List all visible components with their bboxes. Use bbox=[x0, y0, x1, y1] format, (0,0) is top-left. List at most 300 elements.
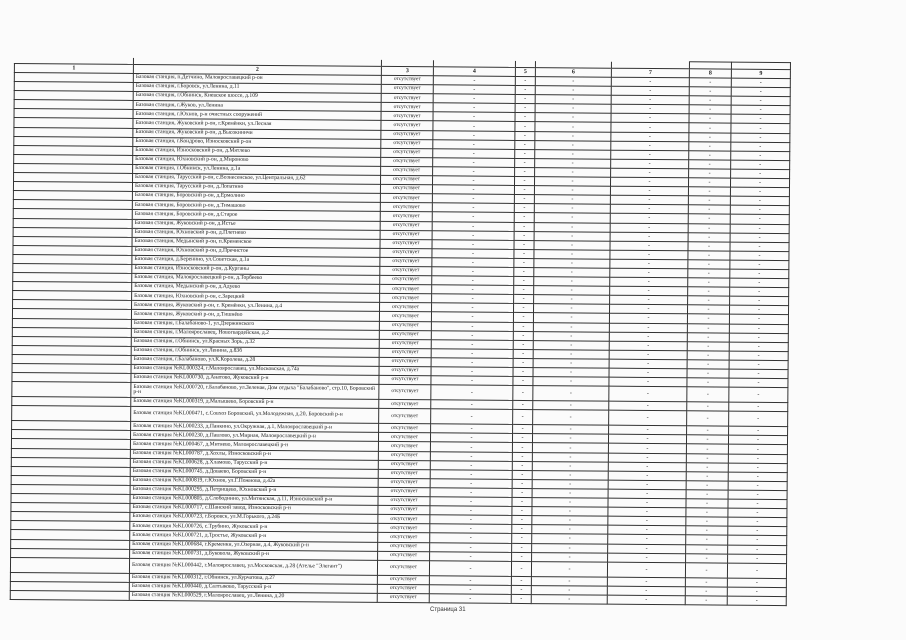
cell-col7: - bbox=[611, 104, 689, 114]
page-number: Страница 31 bbox=[430, 607, 466, 613]
cell-col8: - bbox=[688, 241, 730, 250]
status-cell: отсутствует bbox=[378, 469, 430, 479]
cell-col8: - bbox=[688, 196, 730, 205]
cell-col5: - bbox=[512, 552, 532, 561]
cell-col9: - bbox=[729, 411, 788, 426]
station-name-cell: Базовая станция №KL000319, д.Малышево, Боровский р-н bbox=[131, 398, 379, 409]
cell-col6: - bbox=[533, 425, 609, 435]
cell-col5: - bbox=[513, 367, 533, 376]
status-cell: отсутствует bbox=[379, 375, 431, 385]
cell-col5: - bbox=[513, 377, 533, 386]
cell-col4: - bbox=[430, 442, 512, 452]
station-name-cell: Базовая станция, Жуковский р-он, г. Кремёнки, ул.Ленина, д.4 bbox=[132, 301, 380, 312]
cell-col6: - bbox=[534, 240, 610, 250]
col-header-2: 2 bbox=[133, 64, 381, 75]
status-cell: отсутствует bbox=[381, 103, 433, 113]
cell-col5: - bbox=[514, 204, 534, 213]
cell-col4: - bbox=[429, 585, 511, 595]
cell-col9: - bbox=[729, 305, 788, 315]
cell-col5: - bbox=[512, 461, 532, 470]
cell-col7: - bbox=[609, 386, 687, 402]
status-cell: отсутствует bbox=[381, 175, 433, 185]
cell-col7: - bbox=[611, 95, 689, 105]
cell-col4: - bbox=[429, 575, 511, 585]
cell-col9: - bbox=[729, 378, 788, 388]
cell-col5: - bbox=[513, 340, 533, 349]
station-name-cell: Базовая станция, г.Юхнов, р-н очистных сооружений bbox=[133, 110, 381, 121]
cell-col7: - bbox=[607, 586, 685, 596]
cell-col4: - bbox=[433, 94, 515, 104]
cell-col8: - bbox=[686, 553, 728, 562]
cell-col9: - bbox=[729, 426, 788, 436]
station-name-cell: Базовая станция, д.Беренино, ул.Советская, д.1а bbox=[132, 255, 380, 266]
cell-col8: - bbox=[688, 214, 730, 223]
cell-col9: - bbox=[731, 142, 790, 152]
status-cell: отсутствует bbox=[378, 478, 430, 488]
station-name-cell: Базовая станция №KL000440, д.Салтыково, Тарусский р-н bbox=[129, 582, 377, 593]
cell-col8: - bbox=[687, 402, 729, 411]
station-name-cell: Базовая станция №KL000721, д.Тростье, Жуковский р-н bbox=[130, 531, 378, 542]
cell-col4: - bbox=[431, 340, 513, 350]
cell-col5: - bbox=[513, 331, 533, 340]
cell-col7: - bbox=[607, 562, 685, 578]
cell-col8: - bbox=[689, 123, 731, 132]
status-cell: отсутствует bbox=[381, 121, 433, 131]
status-cell: отсутствует bbox=[381, 157, 433, 167]
cell-col7: - bbox=[608, 435, 686, 445]
cell-col5: - bbox=[514, 176, 534, 185]
cell-col9: - bbox=[730, 187, 789, 197]
cell-col8: - bbox=[685, 587, 727, 596]
cell-col6: - bbox=[532, 489, 608, 499]
cell-col9: - bbox=[728, 445, 787, 455]
col-header-5: 5 bbox=[515, 67, 535, 76]
cell-col7: - bbox=[608, 480, 686, 490]
cell-col4: - bbox=[432, 194, 514, 204]
cell-col4: - bbox=[433, 167, 515, 177]
cell-col5: - bbox=[512, 488, 532, 497]
cell-col4: - bbox=[430, 524, 512, 534]
station-name-cell: Базовая станция, г.Жуков, ул.Ленина bbox=[133, 101, 381, 112]
cell-col6: - bbox=[535, 104, 611, 114]
cell-col5: - bbox=[515, 140, 535, 149]
cell-col8: - bbox=[686, 490, 728, 499]
cell-col6: - bbox=[535, 168, 611, 178]
cell-col9: - bbox=[728, 490, 787, 500]
cell-col7: - bbox=[611, 123, 689, 133]
status-cell: отсутствует bbox=[379, 330, 431, 340]
status-cell: отсутствует bbox=[381, 139, 433, 149]
cell-col4: - bbox=[433, 176, 515, 186]
cell-col6: - bbox=[535, 158, 611, 168]
cell-col9: - bbox=[728, 454, 787, 464]
status-cell: отсутствует bbox=[381, 94, 433, 104]
status-cell: отсутствует bbox=[379, 424, 431, 434]
cell-col5: - bbox=[515, 167, 535, 176]
station-name-cell: Базовая станция, г.Малоярославец, Новогвардейская, д.2 bbox=[131, 328, 379, 339]
cell-col4: - bbox=[430, 488, 512, 498]
cell-col5: - bbox=[514, 295, 534, 304]
cell-col4: - bbox=[431, 330, 513, 340]
cell-col9: - bbox=[727, 563, 786, 578]
cell-col7: - bbox=[608, 535, 686, 545]
status-cell: отсутствует bbox=[377, 575, 429, 585]
cell-col4: - bbox=[430, 533, 512, 543]
cell-col5: - bbox=[511, 594, 531, 603]
cell-col5: - bbox=[513, 304, 533, 313]
cell-col6: - bbox=[531, 585, 607, 595]
cell-col9: - bbox=[727, 578, 786, 588]
cell-col5: - bbox=[515, 86, 535, 95]
status-cell: отсутствует bbox=[378, 542, 430, 552]
cell-col7: - bbox=[610, 286, 688, 296]
station-name-cell: Базовая станция, Юхновский р-он, д.Плетнево bbox=[132, 228, 380, 239]
status-cell: отсутствует bbox=[378, 505, 430, 515]
cell-col8: - bbox=[685, 562, 727, 577]
cell-col5: - bbox=[512, 543, 532, 552]
station-name-cell: Базовая станция, г.Обнинск, Киевское шоссе, д.109 bbox=[133, 92, 381, 103]
cell-col5: - bbox=[512, 507, 532, 516]
cell-col6: - bbox=[534, 222, 610, 232]
status-cell: отсутствует bbox=[378, 551, 430, 561]
cell-col9: - bbox=[730, 178, 789, 188]
station-name-cell: Базовая станция, Тарусский р-он, д.Лопатино bbox=[132, 183, 380, 194]
cell-col4: - bbox=[430, 451, 512, 461]
cell-col5: - bbox=[513, 349, 533, 358]
cell-col7: - bbox=[609, 332, 687, 342]
cell-col4: - bbox=[433, 130, 515, 140]
cell-col6: - bbox=[534, 286, 610, 296]
cell-col6: - bbox=[533, 331, 609, 341]
cell-col7: - bbox=[610, 268, 688, 278]
cell-col6: - bbox=[532, 461, 608, 471]
cell-col9: - bbox=[728, 472, 787, 482]
cell-col7: - bbox=[609, 323, 687, 333]
station-name-cell: Базовая станция №KL000471, с.Совхоз Боровский, ул.Молодежная, д.20, Боровский р-н bbox=[131, 407, 379, 424]
station-name-cell: Базовая станция, Юхновский р-он, с.Зарецкий bbox=[132, 292, 380, 303]
cell-col8: - bbox=[688, 260, 730, 269]
status-cell: отсутствует bbox=[381, 166, 433, 176]
status-cell: отсутствует bbox=[380, 212, 432, 222]
cell-col4: - bbox=[433, 85, 515, 95]
station-name-cell: Базовая станция №KL000717, с.Шанский завод, Износковский р-н bbox=[130, 504, 378, 515]
cell-col4: - bbox=[433, 76, 515, 86]
cell-col4: - bbox=[431, 400, 513, 410]
cell-col4: - bbox=[432, 239, 514, 249]
cell-col8: - bbox=[687, 332, 729, 341]
cell-col8: - bbox=[685, 577, 727, 586]
cell-col6: - bbox=[534, 213, 610, 223]
table-sheet bbox=[10, 56, 790, 606]
cell-col9: - bbox=[729, 324, 788, 334]
cell-col7: - bbox=[610, 186, 688, 196]
cell-col9: - bbox=[731, 115, 790, 125]
cell-col4: - bbox=[431, 424, 513, 434]
station-name-cell: Базовая станция №KL000684, г.Кременки, ул.Озерная, д.4, Жуковский р-н bbox=[130, 540, 378, 551]
status-cell: отсутствует bbox=[380, 185, 432, 195]
cell-col4: - bbox=[432, 249, 514, 259]
cell-col7: - bbox=[610, 232, 688, 242]
station-name-cell: Базовая станция №KL000787, д.Хохлы, Износковский р-н bbox=[130, 449, 378, 460]
cell-col8: - bbox=[688, 205, 730, 214]
cell-col4: - bbox=[432, 185, 514, 195]
station-name-cell: Базовая станция №KL000819, г.Юхнов, ул.Г.Пожиова, д.42а bbox=[130, 476, 378, 487]
cell-col8: - bbox=[689, 141, 731, 150]
col-header-1: 1 bbox=[14, 64, 133, 74]
cell-col7: - bbox=[609, 368, 687, 378]
cell-col5: - bbox=[515, 104, 535, 113]
cell-col4: - bbox=[430, 479, 512, 489]
cell-col6: - bbox=[533, 313, 609, 323]
cell-col7: - bbox=[608, 525, 686, 535]
cell-col5: - bbox=[514, 231, 534, 240]
cell-col9: - bbox=[730, 278, 789, 288]
cell-col5: - bbox=[513, 425, 533, 434]
cell-col9: - bbox=[728, 508, 787, 518]
cell-col6: - bbox=[532, 507, 608, 517]
status-cell: отсутствует bbox=[380, 275, 432, 285]
station-name-cell: Базовая станция, Юхновский р-он, д.Пречистое bbox=[132, 246, 380, 257]
cell-col7: - bbox=[611, 159, 689, 169]
cell-col9: - bbox=[731, 78, 790, 88]
cell-col4: - bbox=[430, 460, 512, 470]
cell-col7: - bbox=[610, 195, 688, 205]
status-cell: отсутствует bbox=[378, 533, 430, 543]
cell-col8: - bbox=[685, 596, 727, 605]
cell-col5: - bbox=[514, 213, 534, 222]
status-cell: отсутствует bbox=[378, 460, 430, 470]
cell-col9: - bbox=[728, 517, 787, 527]
status-cell: отсутствует bbox=[381, 148, 433, 158]
cell-col8: - bbox=[689, 105, 731, 114]
cell-col6: - bbox=[532, 479, 608, 489]
cell-col9: - bbox=[729, 360, 788, 370]
status-cell: отсутствует bbox=[381, 75, 433, 85]
cell-col6: - bbox=[532, 452, 608, 462]
cell-col5: - bbox=[513, 410, 533, 425]
cell-col8: - bbox=[686, 499, 728, 508]
cell-col4: - bbox=[429, 594, 511, 604]
cell-col7: - bbox=[609, 377, 687, 387]
cell-col6: - bbox=[533, 377, 609, 387]
cell-col8: - bbox=[686, 462, 728, 471]
cell-col4: - bbox=[432, 230, 514, 240]
status-cell: отсутствует bbox=[380, 221, 432, 231]
cell-col6: - bbox=[533, 322, 609, 332]
cell-col4: - bbox=[431, 312, 513, 322]
col-header-6: 6 bbox=[535, 68, 611, 78]
station-name-cell: Базовая станция, Износковский р-он, д.Курганы bbox=[132, 264, 380, 275]
cell-col5: - bbox=[513, 313, 533, 322]
cell-col7: - bbox=[610, 205, 688, 215]
station-name-cell: Базовая станция №KL000529, г.Малоярославец, ул.Ленина, д.20 bbox=[129, 591, 377, 602]
cell-col9: - bbox=[730, 242, 789, 252]
cell-col7: - bbox=[611, 150, 689, 160]
cell-col8: - bbox=[687, 411, 729, 426]
cell-col4: - bbox=[430, 497, 512, 507]
cell-col9: - bbox=[729, 342, 788, 352]
cell-col8: - bbox=[687, 378, 729, 387]
cell-col9: - bbox=[731, 133, 790, 143]
station-name-cell: Базовая станция №KL000230, д.Павлово, ул.Мирная, Малоярославецкий р-н bbox=[130, 431, 378, 442]
cell-col6: - bbox=[533, 340, 609, 350]
cell-col7: - bbox=[610, 177, 688, 187]
status-cell: отсутствует bbox=[378, 496, 430, 506]
cell-col6: - bbox=[535, 113, 611, 123]
cell-col8: - bbox=[687, 426, 729, 435]
cell-col4: - bbox=[433, 139, 515, 149]
cell-col5: - bbox=[514, 249, 534, 258]
cell-col4: - bbox=[431, 376, 513, 386]
cell-col8: - bbox=[686, 453, 728, 462]
col-header-9: 9 bbox=[731, 69, 790, 78]
status-cell: отсутствует bbox=[379, 312, 431, 322]
cell-col5: - bbox=[514, 240, 534, 249]
col-header-3: 3 bbox=[381, 66, 433, 75]
cell-col5: - bbox=[514, 186, 534, 195]
station-name-cell: Базовая станция №KL000720, г.Балабаново, ул.Зеленая, Дом отдыха "Балабаново", стр.10, Боровский р-н bbox=[131, 383, 379, 400]
status-cell: отсутствует bbox=[380, 303, 432, 313]
cell-col8: - bbox=[688, 187, 730, 196]
cell-col6: - bbox=[532, 543, 608, 553]
station-name-cell: Базовая станция №KL000731, д.Буковола, Жуковский р-н bbox=[130, 549, 378, 560]
col-header-8: 8 bbox=[689, 69, 731, 78]
cell-col6: - bbox=[535, 131, 611, 141]
cell-col6: - bbox=[532, 525, 608, 535]
cell-col5: - bbox=[513, 358, 533, 367]
cell-col6: - bbox=[533, 358, 609, 368]
cell-col5: - bbox=[515, 113, 535, 122]
cell-col8: - bbox=[686, 544, 728, 553]
cell-col7: - bbox=[608, 462, 686, 472]
cell-col5: - bbox=[515, 131, 535, 140]
cell-col4: - bbox=[430, 515, 512, 525]
cell-col8: - bbox=[689, 169, 731, 178]
cell-col6: - bbox=[535, 149, 611, 159]
cell-col7: - bbox=[608, 516, 686, 526]
station-name-cell: Базовая станция №KL000295, д.Петрищево, Юхновский р-н bbox=[130, 485, 378, 496]
cell-col7: - bbox=[608, 553, 686, 563]
station-name-cell: Базовая станция, Жуковский р-он, д.Высокиничи bbox=[133, 128, 381, 139]
cell-col6: - bbox=[533, 410, 609, 426]
cell-col8: - bbox=[688, 269, 730, 278]
cell-col4: - bbox=[431, 409, 513, 425]
cell-col7: - bbox=[610, 214, 688, 224]
cell-col7: - bbox=[610, 250, 688, 260]
cell-col7: - bbox=[609, 305, 687, 315]
station-name-cell: Базовая станция №KL000745, д.Доваево, Боровский р-н bbox=[130, 467, 378, 478]
cell-col5: - bbox=[512, 516, 532, 525]
cell-col8: - bbox=[688, 278, 730, 287]
cell-col8: - bbox=[686, 481, 728, 490]
cell-col8: - bbox=[686, 508, 728, 517]
station-name-cell: Базовая станция, Тарусский р-он, с.Вознесенское, ул.Центральная, д.62 bbox=[133, 173, 381, 184]
status-cell: отсутствует bbox=[377, 593, 429, 603]
cell-col5: - bbox=[515, 149, 535, 158]
status-cell: отсутствует bbox=[379, 385, 431, 400]
cell-col6: - bbox=[534, 258, 610, 268]
cell-col4: - bbox=[432, 258, 514, 268]
cell-col6: - bbox=[532, 552, 608, 562]
cell-col7: - bbox=[607, 577, 685, 587]
station-name-cell: Базовая станция, Медынский р-он, п.Кременское bbox=[132, 237, 380, 248]
cell-col8: - bbox=[688, 251, 730, 260]
cell-col9: - bbox=[728, 463, 787, 473]
cell-col8: - bbox=[686, 526, 728, 535]
cell-col8: - bbox=[689, 96, 731, 105]
cell-col9: - bbox=[730, 224, 789, 234]
cell-col6: - bbox=[535, 86, 611, 96]
cell-col8: - bbox=[687, 351, 729, 360]
cell-col8: - bbox=[687, 323, 729, 332]
station-name-cell: Базовая станция, Боровский р-он, д.Тимашово bbox=[132, 201, 380, 212]
cell-col7: - bbox=[609, 401, 687, 411]
status-cell: отсутствует bbox=[381, 84, 433, 94]
cell-col6: - bbox=[532, 434, 608, 444]
cell-col7: - bbox=[610, 259, 688, 269]
cell-col5: - bbox=[515, 95, 535, 104]
station-name-cell: Базовая станция №KL000628, д.Хламово, Тарусский р-н bbox=[130, 458, 378, 469]
station-name-cell: Базовая станция, г.Кондрово, Износковский р-он bbox=[133, 137, 381, 148]
cell-col6: - bbox=[534, 277, 610, 287]
station-name-cell: Базовая станция, Износковский р-он, д.Мятлево bbox=[133, 146, 381, 157]
status-cell: отсутствует bbox=[378, 515, 430, 525]
status-cell: отсутствует bbox=[379, 409, 431, 424]
col-header-4: 4 bbox=[433, 67, 515, 77]
station-name-cell: Базовая станция, г.Балабаново, ул.К.Королева, д.28 bbox=[131, 355, 379, 366]
cell-col8: - bbox=[687, 369, 729, 378]
station-name-cell: Базовая станция, Жуковский р-он, д.Тишнёво bbox=[131, 310, 379, 321]
cell-col6: - bbox=[535, 77, 611, 87]
cell-col8: - bbox=[689, 87, 731, 96]
cell-col9: - bbox=[729, 315, 788, 325]
cell-col7: - bbox=[611, 141, 689, 151]
cell-col5: - bbox=[511, 561, 531, 576]
cell-col9: - bbox=[730, 269, 789, 279]
status-cell: отсутствует bbox=[378, 487, 430, 497]
cell-col6: - bbox=[531, 594, 607, 604]
cell-col9: - bbox=[729, 387, 788, 402]
cell-col6: - bbox=[535, 122, 611, 132]
status-cell: отсутствует bbox=[380, 230, 432, 240]
cell-col4: - bbox=[433, 112, 515, 122]
status-cell: отсутствует bbox=[380, 294, 432, 304]
cell-col6: - bbox=[534, 177, 610, 187]
status-cell: отсутствует bbox=[380, 239, 432, 249]
cell-col7: - bbox=[608, 544, 686, 554]
cell-col6: - bbox=[531, 561, 607, 577]
cell-col9: - bbox=[730, 260, 789, 270]
cell-col4: - bbox=[431, 321, 513, 331]
status-cell: отсутствует bbox=[377, 584, 429, 594]
cell-col4: - bbox=[433, 158, 515, 168]
cell-col5: - bbox=[514, 222, 534, 231]
cell-col1 bbox=[10, 557, 129, 573]
station-name-cell: Базовая станция, г.Боровск, ул.Ленина, д.11 bbox=[133, 83, 381, 94]
cell-col4: - bbox=[430, 506, 512, 516]
station-name-cell: Базовая станция, Жуковский р-он, д.Истье bbox=[132, 219, 380, 230]
status-cell: отсутствует bbox=[379, 348, 431, 358]
cell-col9: - bbox=[731, 87, 790, 97]
cell-col1 bbox=[10, 590, 129, 600]
cell-col7: - bbox=[610, 295, 688, 305]
cell-col8: - bbox=[688, 178, 730, 187]
cell-col4: - bbox=[431, 358, 513, 368]
cell-col7: - bbox=[609, 350, 687, 360]
cell-col9: - bbox=[730, 287, 789, 297]
cell-col6: - bbox=[531, 576, 607, 586]
status-cell: отсутствует bbox=[381, 130, 433, 140]
